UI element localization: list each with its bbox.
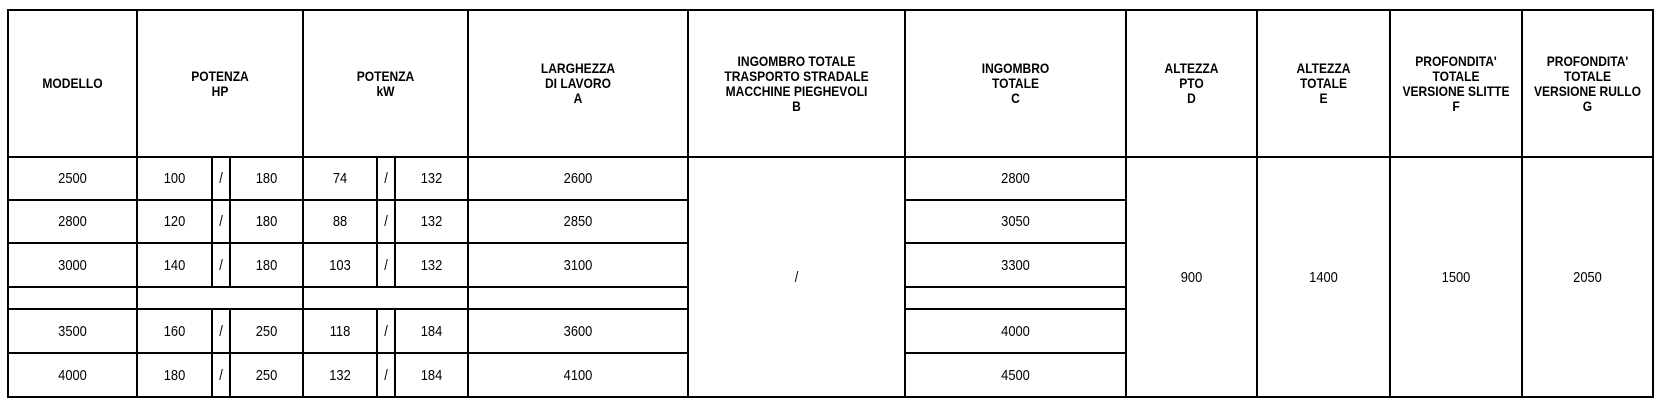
header-ingombro-trasporto: INGOMBRO TOTALE TRASPORTO STRADALE MACCHINE PIEGHEVOLI B [724, 52, 869, 114]
table-cell-hp-min: 180 [163, 366, 186, 384]
header-altezza-pto: ALTEZZA PTO D [1164, 60, 1219, 106]
table-cell-kw-max: 184 [420, 322, 443, 340]
table-cell-separator: / [384, 322, 388, 340]
header-larghezza: LARGHEZZA DI LAVORO A [540, 60, 616, 106]
table-cell-hp-min: 100 [163, 170, 186, 187]
table-cell-ingombro: 3050 [1001, 213, 1030, 230]
table-cell-separator: / [219, 322, 223, 340]
table-cell-kw-max: 132 [420, 256, 443, 274]
header-profondita-rullo: PROFONDITA' TOTALE VERSIONE RULLO G [1533, 52, 1642, 114]
table-cell-separator: / [219, 256, 223, 274]
table-cell-ingombro: 2800 [1001, 170, 1030, 187]
table-cell-larghezza: 3100 [563, 256, 593, 274]
table-cell-kw-min: 74 [332, 170, 348, 187]
table-cell-larghezza: 2600 [563, 170, 593, 187]
table-cell-hp-min: 120 [163, 213, 186, 230]
table-cell-separator: / [219, 170, 223, 187]
table-cell-kw-min: 118 [329, 322, 351, 340]
table-cell-hp-min: 160 [163, 322, 186, 340]
header-profondita-slitte: PROFONDITA' TOTALE VERSIONE SLITTE F [1402, 52, 1510, 114]
table-cell-ingombro: 4500 [1001, 366, 1030, 384]
table-cell-separator: / [384, 213, 388, 230]
table-cell-modello: 3000 [58, 256, 87, 274]
table-cell-hp-max: 180 [255, 170, 278, 187]
table-cell-separator: / [219, 366, 223, 384]
table-cell-ingombro: 3300 [1001, 256, 1030, 274]
table-cell-hp-max: 180 [255, 213, 278, 230]
header-ingombro-totale: INGOMBRO TOTALE C [981, 60, 1050, 106]
table-cell-larghezza: 3600 [563, 322, 593, 340]
header-modello: MODELLO [42, 75, 103, 91]
table-cell-ingombro: 4000 [1001, 322, 1030, 340]
table-cell-hp-max: 180 [255, 256, 278, 274]
merged-cell-altezza-pto: 900 [1180, 268, 1203, 286]
table-cell-hp-min: 140 [163, 256, 186, 274]
merged-cell-ingombro-trasporto: / [794, 268, 799, 286]
table-cell-separator: / [219, 213, 223, 230]
table-cell-separator: / [384, 170, 388, 187]
table-cell-hp-max: 250 [255, 366, 278, 384]
header-potenza-kw: POTENZA kW [356, 67, 415, 99]
table-cell-kw-max: 184 [420, 366, 443, 384]
table-cell-kw-max: 132 [420, 213, 443, 230]
table-cell-kw-min: 103 [329, 256, 351, 274]
header-altezza-totale: ALTEZZA TOTALE E [1296, 60, 1351, 106]
table-cell-modello: 3500 [58, 322, 87, 340]
table-cell-larghezza: 2850 [563, 213, 593, 230]
table-cell-separator: / [384, 256, 388, 274]
table-cell-separator: / [384, 366, 388, 384]
header-potenza-hp: POTENZA HP [191, 67, 249, 99]
table-cell-larghezza: 4100 [563, 366, 593, 384]
table-cell-modello: 4000 [58, 366, 87, 384]
table-cell-modello: 2500 [58, 170, 87, 187]
merged-cell-altezza-totale: 1400 [1309, 268, 1338, 286]
table-cell-kw-min: 132 [329, 366, 351, 384]
merged-cell-profondita-slitte: 1500 [1441, 268, 1471, 286]
merged-cell-profondita-rullo: 2050 [1573, 268, 1602, 286]
table-cell-hp-max: 250 [255, 322, 278, 340]
table-cell-kw-max: 132 [420, 170, 443, 187]
table-cell-kw-min: 88 [332, 213, 348, 230]
table-cell-modello: 2800 [58, 213, 87, 230]
